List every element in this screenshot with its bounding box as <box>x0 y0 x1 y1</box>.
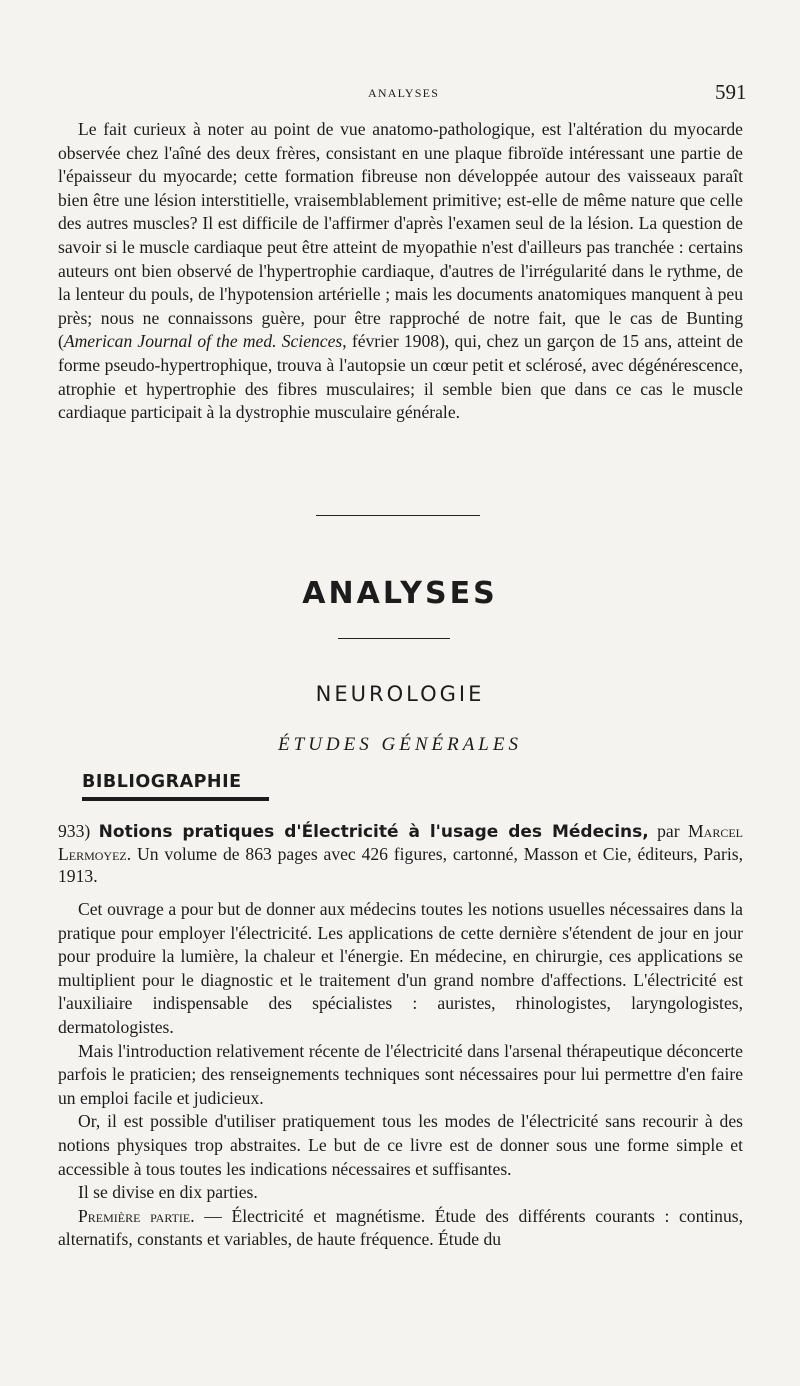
divider-bottom <box>338 638 450 639</box>
review-body <box>58 898 743 1252</box>
bibliography-underline <box>82 797 269 801</box>
sub-subsection-heading: ÉTUDES GÉNÉRALES <box>278 734 522 755</box>
entry-publication: Un volume de 863 pages avec 426 figures, cartonné, Masson et Cie, éditeurs, Paris, 1913. <box>58 844 743 886</box>
bibliography-entry <box>58 820 743 887</box>
intro-paragraph <box>58 118 743 425</box>
bibliography-heading: BIBLIOGRAPHIE <box>82 772 242 792</box>
journal-citation: American Journal of the med. Sciences <box>63 331 343 352</box>
entry-author: Marcel Lermoyez. <box>58 821 743 864</box>
subsection-heading: NEUROLOGIE <box>315 682 485 706</box>
review-paragraph-3: Or, il est possible d'utiliser pratiquement tous les modes de l'électricité sans recourir à des notions physiques trop abstraites. Le but de ce livre est de donner sous une forme simple et accessible à tous toutes les indications nécessaires et suffisantes. <box>58 1111 743 1179</box>
section-title: ANALYSES <box>302 576 498 611</box>
part-label: Première partie. <box>78 1205 195 1226</box>
entry-title: Notions pratiques d'Électricité à l'usage des Médecins, <box>98 822 649 842</box>
divider-top <box>316 515 480 516</box>
review-paragraph-2: Mais l'introduction relativement récente de l'électricité dans l'arsenal thérapeutique déconcerte parfois le praticien; des renseignements techniques sont nécessaires pour lui permettre d'en faire un emploi facile et judicieux. <box>58 1040 743 1108</box>
review-paragraph-4: Il se divise en dix parties. <box>78 1182 258 1203</box>
page-number: 591 <box>715 80 747 104</box>
running-head: ANALYSES <box>368 86 440 100</box>
entry-number: 933) <box>58 821 91 841</box>
part-text: — Électricité et magnétisme. Étude des différents courants : continus, alternatifs, constants et variables, de haute fréquence. Étude du <box>58 1205 743 1250</box>
review-paragraph-1: Cet ouvrage a pour but de donner aux médecins toutes les notions usuelles nécessaires dans la pratique pour employer l'électricité. Les applications de cette dernière s'étendent de jour en jour pour produire la lumière, la chaleur et l'énergie. En médecine, en chirurgie, ces applications se multiplient pour le diagnostic et le traitement d'un grand nombre d'affections. L'électricité est l'auxiliaire indispensable des spécialistes : auristes, rhinologistes, laryngologistes, dermatologistes. <box>58 899 743 1037</box>
intro-text: Le fait curieux à noter au point de vue anatomo-pathologique, est l'altération du myocarde observée chez l'aîné des deux frères, consistant en une plaque fibroïde intéressant une partie de l'épaisseur du myocarde; cette formation fibreuse non développée autour des vaisseaux paraît bien être une lésion interstitielle, vraisemblablement primitive; est-elle de même nature que celle des autres muscles? Il est difficile de l'affirmer d'après l'examen seul de la lésion. La question de savoir si le muscle cardiaque peut être atteint de myopathie n'est d'ailleurs pas tranchée : certains auteurs ont bien observé de l'hypertrophie cardiaque, d'autres de l'irrégularité dans le rythme, de la lenteur du pouls, de l'hypotension artérielle ; mais les documents anatomiques manquent à peu près; nous ne connaissons guère, pour être rapproché de notre fait, que le cas de Bunting ( <box>58 119 743 352</box>
entry-by: par <box>657 821 680 841</box>
intro-text-end: , février 1908), qui, chez un garçon de 15 ans, atteint de forme pseudo-hypertrophique, trouva à l'autopsie un cœur petit et sclérosé, avec dégénérescence, atrophie et hypertrophie des fibres musculaires; il semble bien que dans ce cas le muscle cardiaque participait à la dystrophie musculaire générale. <box>58 331 744 423</box>
review-paragraph-5 <box>58 1205 743 1252</box>
